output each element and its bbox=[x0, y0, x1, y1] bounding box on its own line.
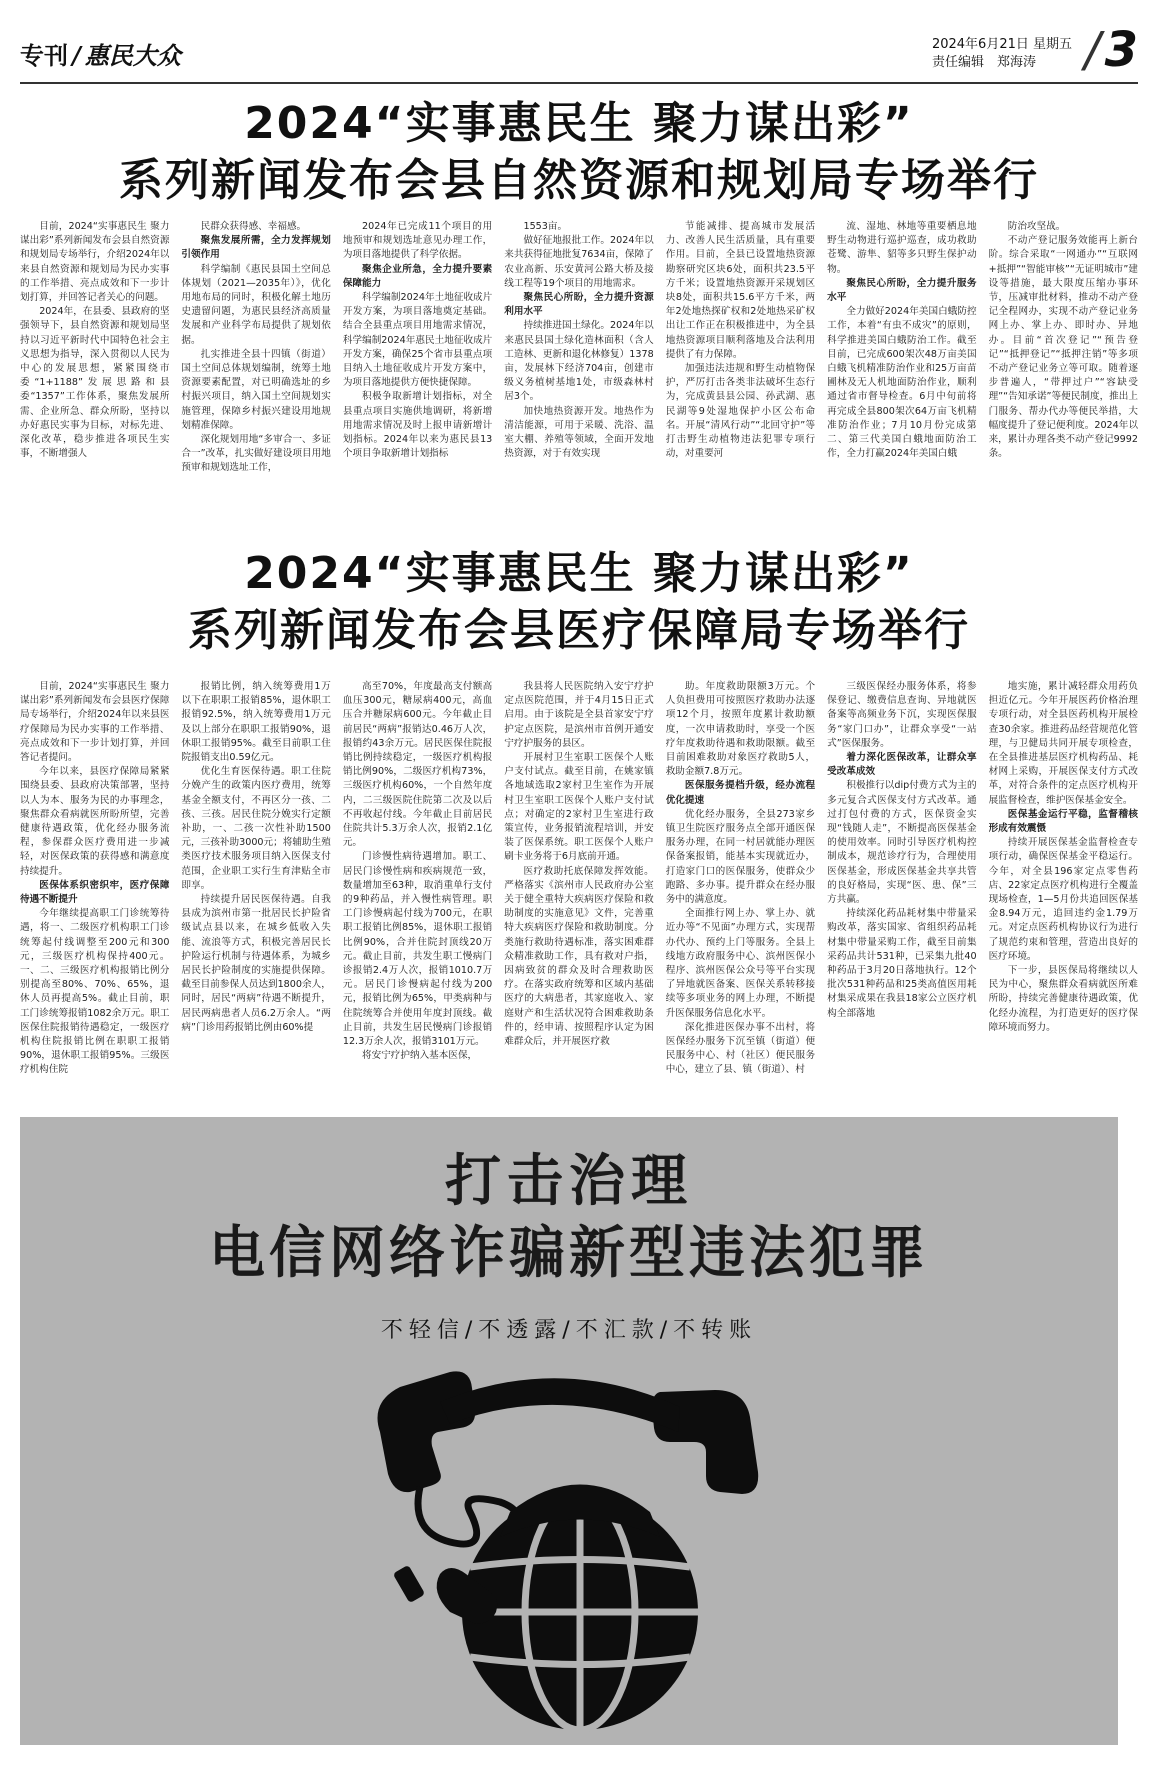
text-column bbox=[181, 680, 330, 1100]
text-column bbox=[666, 220, 815, 538]
paragraph: 节能减排、提高城市发展活力、改善人民生活质量，具有重要作用。目前，全县已设置地热资源勘察研究区块6处，面积共23.5平方千米；设置地热资源开采规划区块8处，面积共15.6平方千米，两年2处地热探矿权和2处地热采矿权出让工作正在积极推进中，为全县地热资源项目顺利落地及合法利用提供了有力保障。 bbox=[665, 221, 816, 360]
paragraph: 1553亩。 bbox=[523, 221, 568, 232]
subheading: 聚焦企业所急，全力提升要素保障能力 bbox=[342, 263, 493, 289]
section-name: 专刊 bbox=[20, 41, 68, 70]
paragraph: 地实施，累计减轻群众用药负担近亿元。今年开展医药价格治理专项行动，对全县医药机构开展检查30余家。推进药品经营规范化管理，与卫健局共同开展专项检查，在全县推进基层医疗机构药品、耗材网上采购，开展医保支付方式改革，对符合条件的定点医疗机构开展监督检查，维护医保基金安全。 bbox=[988, 681, 1138, 806]
article1-headline-line1: 2024“实事惠民生 聚力谋出彩” bbox=[244, 98, 914, 149]
editor-line: 责任编辑 郑海涛 bbox=[931, 55, 1036, 70]
telephone-handset-icon bbox=[378, 1371, 759, 1494]
paragraph: 我县将人民医院纳入安宁疗护定点医院范围，并于4月15日正式启用。由于该院是全县首家安宁疗护定点医院，是滨州市首例开通安宁疗护服务的县区。 bbox=[504, 681, 654, 749]
paragraph: 扎实推进全县十四镇（街道）国土空间总体规划编制，统筹土地资源要素配置，对已明确选址的乡村振兴项目，纳入国土空间规划实施管理，保障乡村振兴建设用地规划精准保障。 bbox=[181, 348, 331, 431]
paragraph: 报销比例，纳入统筹费用1万以下在职职工报销85%，退休职工报销92.5%，纳入统筹费用1万元及以上部分在职职工报销90%，退休职工报销95%。截至目前职工住院报销支出0.59亿元。 bbox=[181, 681, 331, 764]
masthead-info bbox=[932, 36, 1072, 72]
paragraph: 医疗救助托底保障发挥效能。严格落实《滨州市人民政府办公室关于健全重特大疾病医疗保险和救助制度的实施意见》文件，完善重特大疾病医疗保险和救助制度。分类施行救助待遇标准，落实困难群众精准救助工作，具有救对户指，因病致贫的群众及时合理救助医疗。在落实政府统筹和区域内基础医疗的大病患者，其家庭收入、家庭财产和生活状况符合困难救助条件的，经申请、按照程序认定为困难群众后，并开展医疗救 bbox=[504, 865, 654, 1048]
subheading: 聚焦民心所盼，全力提升资源利用水平 bbox=[504, 292, 654, 318]
page-number: 3 bbox=[1104, 22, 1138, 78]
masthead bbox=[20, 22, 1138, 84]
paragraph: 2024年已完成11个项目的用地预审和规划选址意见办理工作，为项目落地提供了科学依据。 bbox=[342, 221, 493, 261]
paragraph: 目前，2024“实事惠民生 聚力谋出彩”系列新闻发布会县自然资源和规划局专场举行，介绍2024年以来县自然资源和规划局为民办实事的工作举措、亮点成效和下一步计划打算，并回答记者关心的问题。 bbox=[20, 221, 170, 304]
paragraph: 民群众获得感、幸福感。 bbox=[200, 221, 307, 232]
paragraph: 门诊慢性病待遇增加。职工、居民门诊慢性病和疾病规范一致，数量增加至63种，取消重单行支付的9种药品，并入慢性病管理。职工门诊慢病起付线为700元，在职职工报销比例85%，退休职工报销比例90%，合并住院封顶线20万元。截止目前，共发生职工慢病门诊报销2.4万人次，报销1010.7万元。居民门诊慢病起付线为200元，报销比例为65%，甲类病种与住院统筹合并使用年度封顶线。截止目前，共发生居民慢病门诊报销12.3万余人次，报销3101万元。 bbox=[342, 851, 493, 1048]
poster-title-line2: 电信网络诈骗新型违法犯罪 bbox=[209, 1221, 929, 1286]
paragraph: 科学编制2024年土地征收成片开发方案，为项目落地奠定基础。结合全县重点项目用地需求情况，科学编制2024年惠民土地征收成片开发方案，确保25个省市县重点项目纳入土地征收成片开发方案中，为项目落地提供方便快捷保障。 bbox=[342, 292, 493, 389]
article1-headline-line2: 系列新闻发布会县自然资源和规划局专场举行 bbox=[119, 155, 1039, 206]
subheading: 医保服务提档升级，经办流程优化提速 bbox=[665, 780, 816, 806]
telephone-globe-illustration bbox=[360, 1362, 780, 1732]
article1-headline bbox=[20, 96, 1138, 210]
paragraph: 目前，2024“实事惠民生 聚力谋出彩”系列新闻发布会县医疗保障局专场举行，介绍2024年以来县医疗保障局为民办实事的工作举措、亮点成效和下一步计划打算，并回答记者提问。 bbox=[20, 681, 170, 764]
paragraph: 持续推进国土绿化。2024年以来惠民县国土绿化造林面积（含人工造林、更新和退化林修复）1378亩，发展林下经济704亩，创建市级义务植树基地1处，市级森林村居3个。 bbox=[504, 320, 654, 403]
subheading: 聚焦发展所需，全力发挥规划引领作用 bbox=[181, 235, 331, 261]
brand-name: 惠民大众 bbox=[84, 41, 181, 70]
paragraph: 科学编制《惠民县国土空间总体规划（2021—2035年）》，优化用地布局的同时，积极化解土地历史遗留问题，为惠民县经济高质量发展和产业科学布局提供了规划依据。 bbox=[181, 263, 331, 346]
paragraph: 将安宁疗护纳入基本医保， bbox=[362, 1050, 478, 1062]
paragraph: 持续开展医保基金监督检查专项行动，确保医保基金平稳运行。今年，对全县196家定点零售药店、22家定点医疗机构进行全覆盖现场检查，1—5月份共追回医保基金8.94万元，追回违约金1.79万元。对定点医药机构协议行为进行了规范约束和管理，营造出良好的医疗环境。 bbox=[988, 837, 1138, 962]
page-number-block bbox=[1084, 22, 1138, 78]
text-column bbox=[20, 680, 169, 1100]
paragraph: 下一步，县医保局将继续以人民为中心，聚焦群众看病就医所难所盼，持续完善健康待遇政策，优化经办流程，为打造更好的医疗保障环境而努力。 bbox=[988, 965, 1138, 1033]
subheading: 着力深化医保改革，让群众享受改革成效 bbox=[827, 752, 977, 778]
paragraph: 高至70%，年度最高支付额高血压300元，糖尿病400元，高血压合并糖尿病600元。今年截止目前居民“两病”报销达0.46万人次，报销约43余万元。居民医保住院报销比例持续稳定，一级医疗机构报销比例90%，二级医疗机构73%，三级医疗机构60%，一个自然年度内，二三级医院住院第二次及以后不再收起付线。今年截止目前居民住院共计5.3万余人次，报销2.1亿元。 bbox=[342, 681, 493, 849]
paragraph: 积极推行以dip付费方式为主的多元复合式医保支付方式改革。通过打包付费的方式，医保资金实现“钱随人走”，不断提高医保基金的使用效率。同时引导医疗机构控制成本，规范诊疗行为，合理使用医保基金，形成医保基金共享共管的良好格局，实现“医、患、保”三方共赢。 bbox=[827, 780, 977, 906]
paragraph: 持续深化药品耗材集中带量采购改革，落实国家、省组织药品耗材集中带量采购工作，截至目前集采药品共计531种，已采集九批40种药品于3月20日落地执行。12个批次531种药品和25类高值医用耗材集采成果在我县18家公立医疗机构全部落地 bbox=[827, 908, 977, 1019]
paragraph: 做好征地报批工作。2024年以来共获得征地批复7634亩，保障了农业高新、乐安黄河公路大桥及接线工程等19个项目的用地需求。 bbox=[504, 235, 654, 289]
text-column bbox=[827, 220, 976, 538]
subheading: 聚焦民心所盼，全力提升服务水平 bbox=[827, 277, 977, 304]
text-column bbox=[666, 680, 815, 1100]
subheading: 医保体系织密织牢，医疗保障待遇不断提升 bbox=[20, 879, 170, 906]
issue-date: 2024年6月21日 星期五 bbox=[931, 37, 1072, 52]
paragraph: 三级医保经办服务体系，将参保登记、缴费信息查询、异地就医备案等高频业务下沉，实现医保服务“家门口办”，让群众享受“一站式”医保服务。 bbox=[827, 681, 977, 749]
paragraph: 今年以来，县医疗保障局紧紧围绕县委、县政府决策部署，坚持以人为本、服务为民的办事理念，聚焦群众看病就医所盼所望，完善健康待遇政策，优化经办服务流程，参保群众医疗费用进一步减轻，对医保政策的获得感和满意度持续提升。 bbox=[20, 766, 170, 877]
paragraph: 不动产登记服务效能再上新台阶。综合采取“一网通办”“互联网+抵押”“智能审核”“无证明城市”建设等措施，最大限度压缩办事环节，压减审批材料，推动不动产登记全程网办，实现不动产登记业务网上办、掌上办、即时办、异地办。目前“首次登记”“预告登记”“抵押登记”“抵押注销”等多项不动产登记业务立等可取。随着逐步普遍人，“带押过户”“容缺受理”“告知承诺”等便民制度，推出上门服务、帮办代办等便民举措，大幅度提升了登记便利度。2024年以来，累计办理各类不动产登记9992条。 bbox=[988, 235, 1138, 460]
paragraph: 加快地热资源开发。地热作为清洁能源，可用于采暖、洗浴、温室大棚、养殖等领域，全面开发地热资源，对于有效实现 bbox=[504, 405, 654, 460]
paragraph: 流、湿地、林地等重要栖息地野生动物进行巡护巡查，成功救助苍鹭、游隼、貂等多只野生保护动物。 bbox=[827, 221, 977, 275]
paragraph: 开展村卫生室职工医保个人账户支付试点。截至目前，在姚家镇各地域选取2家村卫生室作为开展村卫生室职工医保个人账户支付试点；对确定的2家村卫生室进行政策宣传，业务报销流程培训，并安装了医保系统。职工医保个人账户刷卡业务将于6月底前开通。 bbox=[504, 752, 654, 863]
anti-fraud-poster bbox=[20, 1117, 1118, 1745]
paragraph: 持续提升居民医保待遇。自我县成为滨州市第一批居民长护险省级试点县以来，在城乡低收入失能、流浪等方式，积极完善居民长护险运行机制与待遇体系，为城乡居民长护险制度的实施提供保障。截至目前参保人员达到1800余人，同时，居民“两病”待遇不断提升，居民两病患者人员6.2万余人。“两病”门诊用药报销比例由60%提 bbox=[181, 894, 331, 1033]
paragraph: 优化生育医保待遇。职工住院分娩产生的政策内医疗费用，统筹基金全额支付，不再区分一孩、二孩、三孩。居民住院分娩实行定额补助，一、二孩一次性补助1500元，三孩补助3000元；将辅助生殖类医疗技术服务项目纳入医保支付范围，企业职工实行生育津贴全市即享。 bbox=[181, 766, 331, 891]
paragraph: 加强违法违规和野生动植物保护，严厉打击各类非法破坏生态行为，完成黄县县公园、孙武湖、惠民湖等9处湿地保护小区公布命名。开展“清风行动”“北回守护”等打击野生动植物违法犯罪专项行动，对重要河 bbox=[665, 363, 816, 460]
article1-body bbox=[20, 220, 1138, 538]
text-column bbox=[343, 220, 492, 538]
paragraph: 2024年，在县委、县政府的坚强领导下，县自然资源和规划局坚持以习近平新时代中国特色社会主义思想为指导，深入贯彻以人民为中心的发展思想，紧紧围绕市委“1+1188”发展思路和县委“1357”工作体系，聚焦发展所需、企业所急、群众所盼，坚持以办好惠民实事为目标，对标先进、深化改革，稳步推进各项民生实事，不断增强人 bbox=[20, 306, 170, 460]
text-column bbox=[181, 220, 330, 538]
paragraph: 今年继续提高职工门诊统筹待遇，将一、二级医疗机构职工门诊统筹起付线调整至200元和300元，三级医疗机构保持400元。一、二、三级医疗机构报销比例分别提高至80%、70%、65%，退休人员再提高5%。截止目前，职工门诊统筹报销1082余万元。职工医保住院报销待遇稳定，一级医疗机构住院报销比例在职职工报销90%，退休职工报销95%。三级医疗机构住院 bbox=[20, 908, 170, 1076]
text-column bbox=[989, 220, 1138, 538]
paragraph: 全力做好2024年美国白蛾防控工作，本着“有虫不成灾”的原则，科学推进美国白蛾防治工作。截至目前，已完成600架次48万亩美国白蛾飞机精准防治作业和25万亩苗圃林及无人机地面防治作业，顺利通过省市督导检查。6月中旬前将再完成全县800架次64万亩飞机精准防治作业；7月10月份完成第二、第三代美国白蛾地面防治工作，全力打赢2024年美国白蛾 bbox=[827, 306, 977, 460]
subheading: 医保基金运行平稳，监督稽核形成有效震慑 bbox=[988, 808, 1138, 835]
masthead-slash: / bbox=[72, 41, 81, 70]
masthead-left bbox=[20, 36, 181, 71]
text-column bbox=[343, 680, 492, 1100]
poster-slogan: 不轻信/不透露/不汇款/不转账 bbox=[380, 1318, 758, 1343]
article2-body bbox=[20, 680, 1138, 1100]
paragraph: 积极争取新增计划指标，对全县重点项目实施供地调研，将新增用地需求情况及时上报申请新增计划指标。2024年以来为惠民县13个项目争取新增计划指标 bbox=[342, 391, 493, 460]
paragraph: 优化经办服务，全县273家乡镇卫生院医疗服务点全部开通医保服务办理，在同一村居就能办理医保备案报销，能基本实现就近办，打造家门口的医保服务，使群众少跑路、多办事。提升群众在经办服务中的满意度。 bbox=[665, 808, 816, 906]
page-slash: / bbox=[1084, 22, 1101, 78]
paragraph: 全面推行网上办、掌上办、就近办等“不见面”办理方式，实现帮办代办、预约上门等服务。全县上线地方政府服务中心、滨州医保小程序、滨州医保公众号等平台实现了异地就医备案、医保关系转移接续等多项业务的网上办理，不断提升医保服务信息化水平。 bbox=[665, 908, 816, 1019]
globe-icon bbox=[462, 1494, 698, 1730]
paragraph: 防治攻坚战。 bbox=[1007, 221, 1066, 232]
text-column bbox=[989, 680, 1138, 1100]
article2-headline bbox=[20, 546, 1138, 660]
paragraph: 深化规划用地“多审合一、多证合一”改革，扎实做好建设项目用地预审和规划选址工作， bbox=[181, 434, 331, 474]
paragraph: 助。年度救助限额3万元。个人负担费用可按照医疗救助办法逐项12个月，按照年度累计救助额度，一次申请救助时，享受一个医疗年度救助待遇和救助限额。截至目前困难救助对象医疗救助5人，救助金额7.8万元。 bbox=[665, 681, 816, 778]
paragraph: 深化推进医保办事不出村，将医保经办服务下沉至镇（街道）便民服务中心、村（社区）便民服务中心，建立了县、镇（街道）、村 bbox=[665, 1021, 816, 1076]
text-column bbox=[504, 680, 653, 1100]
text-column bbox=[827, 680, 976, 1100]
text-column bbox=[504, 220, 653, 538]
article2-headline-line2: 系列新闻发布会县医疗保障局专场举行 bbox=[188, 605, 970, 656]
article2-headline-line1: 2024“实事惠民生 聚力谋出彩” bbox=[244, 548, 914, 599]
text-column bbox=[20, 220, 169, 538]
poster-title-line1: 打击治理 bbox=[445, 1149, 693, 1214]
